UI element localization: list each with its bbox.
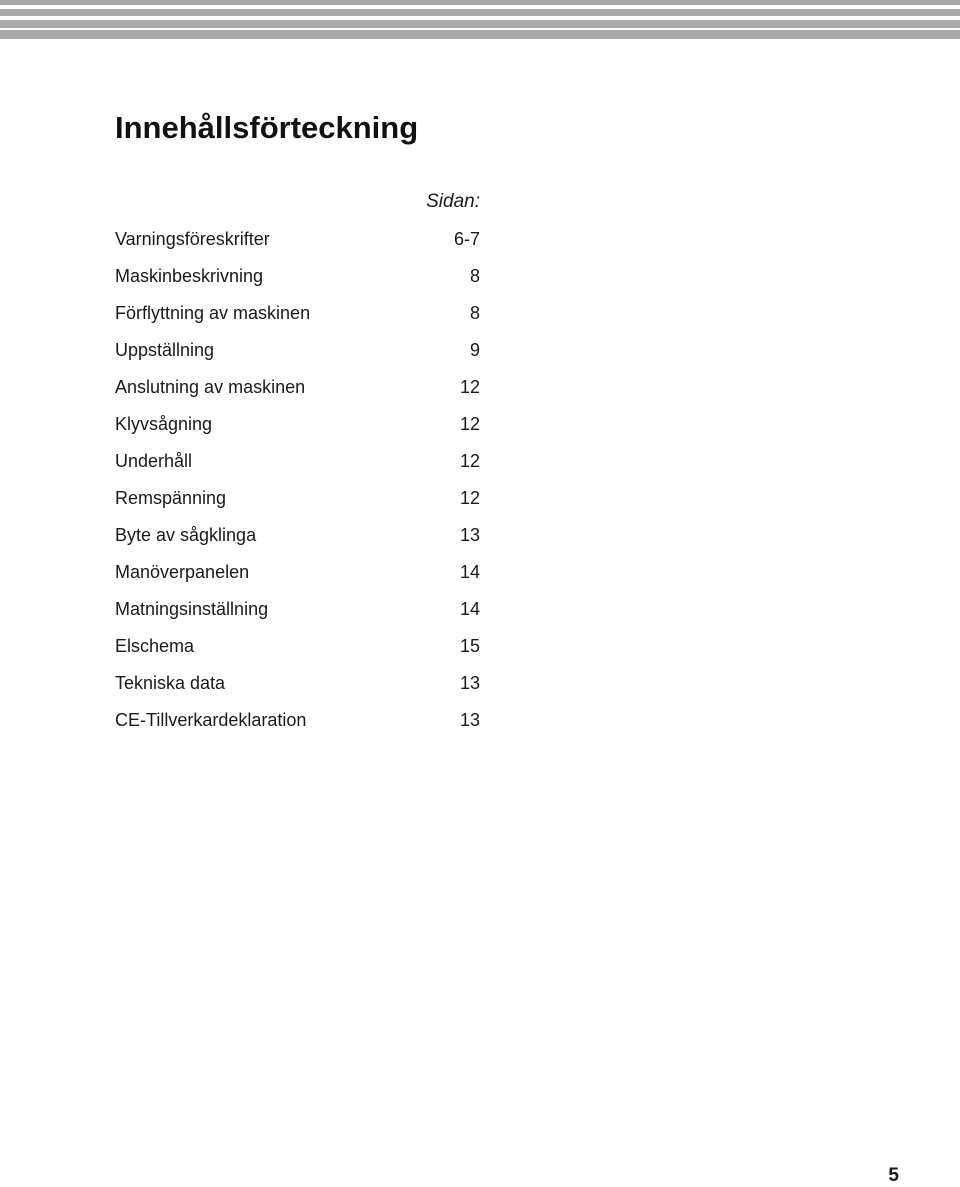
header-band — [0, 20, 960, 28]
toc-entry — [115, 486, 480, 523]
header-band — [0, 9, 960, 16]
toc-entry-page: 12 — [459, 377, 480, 397]
toc-entry-label: Klyvsågning — [115, 414, 213, 434]
toc-entry-page: 6-7 — [453, 229, 480, 249]
toc-entry-label: Tekniska data — [115, 673, 226, 693]
toc-entry — [115, 671, 480, 708]
toc-entry — [115, 449, 480, 486]
header-decorative-bands — [0, 0, 960, 40]
toc-entry-page: 13 — [459, 673, 480, 693]
toc-entry-label: Förflyttning av maskinen — [115, 303, 311, 323]
toc-entry-label: Anslutning av maskinen — [115, 377, 306, 397]
toc-entry — [115, 412, 480, 449]
toc-entry — [115, 338, 480, 375]
table-of-contents — [115, 227, 480, 745]
toc-entry-page: 9 — [469, 340, 480, 360]
toc-entry-label: Elschema — [115, 636, 195, 656]
toc-entry — [115, 375, 480, 412]
toc-entry — [115, 523, 480, 560]
toc-entry-page: 12 — [459, 414, 480, 434]
toc-entry — [115, 264, 480, 301]
toc-entry — [115, 560, 480, 597]
toc-entry-label: Manöverpanelen — [115, 562, 250, 582]
toc-entry-label: Byte av sågklinga — [115, 525, 257, 545]
toc-entry-page: 12 — [459, 488, 480, 508]
toc-entry-label: Underhåll — [115, 451, 193, 471]
toc-entry-page: 14 — [459, 562, 480, 582]
toc-entry-page: 12 — [459, 451, 480, 471]
page-title: Innehållsförteckning — [115, 110, 419, 145]
toc-entry-label: Remspänning — [115, 488, 227, 508]
toc-entry-label: CE-Tillverkardeklaration — [115, 710, 307, 730]
toc-entry-page: 14 — [459, 599, 480, 619]
toc-entry — [115, 708, 480, 745]
toc-entry-page: 8 — [469, 266, 480, 286]
toc-entry — [115, 227, 480, 264]
toc-entry — [115, 301, 480, 338]
toc-entry — [115, 634, 480, 671]
toc-entry-page: 13 — [459, 710, 480, 730]
toc-entry-page: 8 — [469, 303, 480, 323]
toc-entry-label: Maskinbeskrivning — [115, 266, 264, 286]
toc-entry-label: Uppställning — [115, 340, 215, 360]
header-band — [0, 0, 960, 5]
page-column-header: Sidan: — [426, 191, 480, 212]
header-band — [0, 30, 960, 39]
toc-entry — [115, 597, 480, 634]
toc-entry-page: 13 — [459, 525, 480, 545]
toc-entry-label: Varningsföreskrifter — [115, 229, 270, 249]
toc-entry-page: 15 — [459, 636, 480, 656]
page-number: 5 — [888, 1165, 899, 1186]
toc-entry-label: Matningsinställning — [115, 599, 269, 619]
